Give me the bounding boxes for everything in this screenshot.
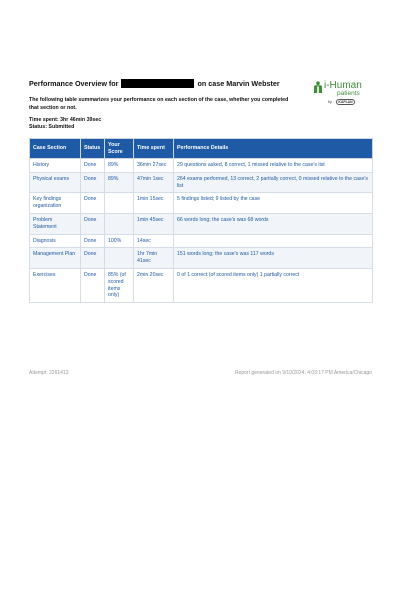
logo-by: by <box>328 100 332 104</box>
col-header-time: Time spent <box>134 139 174 159</box>
cell-time: 1min 15sec <box>134 193 174 214</box>
cell-status: Done <box>81 268 105 302</box>
cell-section: Key findings organization <box>30 193 81 214</box>
cell-score: 89% <box>105 172 134 193</box>
cell-details: 29 questions asked, 8 correct, 1 missed relative to the case's list <box>174 159 373 173</box>
cell-score: 100% <box>105 234 134 248</box>
generated-timestamp: Report generated on 9/10/2024, 4:03:17 PM America/Chicago <box>234 370 372 376</box>
title-suffix: on case Marvin Webster <box>197 78 280 88</box>
cell-time: 47min 1sec <box>134 172 174 193</box>
table-row <box>30 248 373 269</box>
cell-details: 264 exams performed, 13 correct, 2 partially correct, 0 missed relative to the case's list <box>174 172 373 193</box>
cell-section: History <box>30 159 81 173</box>
col-header-details: Performance Details <box>174 139 373 159</box>
cell-details <box>174 234 373 248</box>
kaplan-badge: KAPLAN <box>336 99 355 105</box>
cell-details: 0 of 1 correct (of scored items only) 1 partially correct <box>174 268 373 302</box>
col-header-score: Your Score <box>105 139 134 159</box>
cell-status: Done <box>81 172 105 193</box>
table-row <box>30 193 373 214</box>
time-spent: Time spent: 3hr 46min 39sec <box>29 117 102 123</box>
cell-time: 14sec <box>134 234 174 248</box>
title-prefix: Performance Overview for <box>29 78 119 88</box>
cell-status: Done <box>81 213 105 234</box>
col-header-section: Case Section <box>30 139 81 159</box>
cell-status: Done <box>81 193 105 214</box>
cell-status: Done <box>81 248 105 269</box>
intro-text: The following table summarizes your performance on each section of the case, whether you completed that section or not. <box>29 97 289 111</box>
table-row <box>30 213 373 234</box>
table-row <box>30 172 373 193</box>
ihuman-logo <box>312 80 372 110</box>
cell-status: Done <box>81 159 105 173</box>
cell-time: 36min 27sec <box>134 159 174 173</box>
report-footer <box>29 370 372 376</box>
logo-brand: i-Human <box>324 80 362 91</box>
ihuman-person-icon <box>312 81 324 93</box>
cell-section: Management Plan <box>30 248 81 269</box>
cell-time: 2min 20sec <box>134 268 174 302</box>
table-row <box>30 159 373 173</box>
cell-section: Diagnosis <box>30 234 81 248</box>
cell-section: Exercises <box>30 268 81 302</box>
cell-details: 151 words long; the case's was 117 words <box>174 248 373 269</box>
status-line: Status: Submitted <box>29 124 75 130</box>
logo-sub: patients <box>337 90 360 97</box>
cell-score <box>105 213 134 234</box>
cell-details: 5 findings listed; 9 listed by the case <box>174 193 373 214</box>
summary-meta <box>29 117 101 131</box>
cell-time: 1hr 7min 41sec <box>134 248 174 269</box>
cell-section: Problem Statement <box>30 213 81 234</box>
cell-status: Done <box>81 234 105 248</box>
cell-score <box>105 248 134 269</box>
redacted-name-block <box>121 79 194 88</box>
cell-score: 89% <box>105 159 134 173</box>
table-header-row <box>30 139 373 159</box>
table-row <box>30 268 373 302</box>
performance-table <box>29 138 373 303</box>
attempt-id: Attempt: 3261413 <box>29 370 69 376</box>
cell-section: Physical exams <box>30 172 81 193</box>
cell-score <box>105 193 134 214</box>
col-header-status: Status <box>81 139 105 159</box>
report-page <box>29 76 372 376</box>
table-row <box>30 234 373 248</box>
cell-score: 85% (of scored items only) <box>105 268 134 302</box>
cell-time: 1min 45sec <box>134 213 174 234</box>
cell-details: 66 words long; the case's was 68 words <box>174 213 373 234</box>
